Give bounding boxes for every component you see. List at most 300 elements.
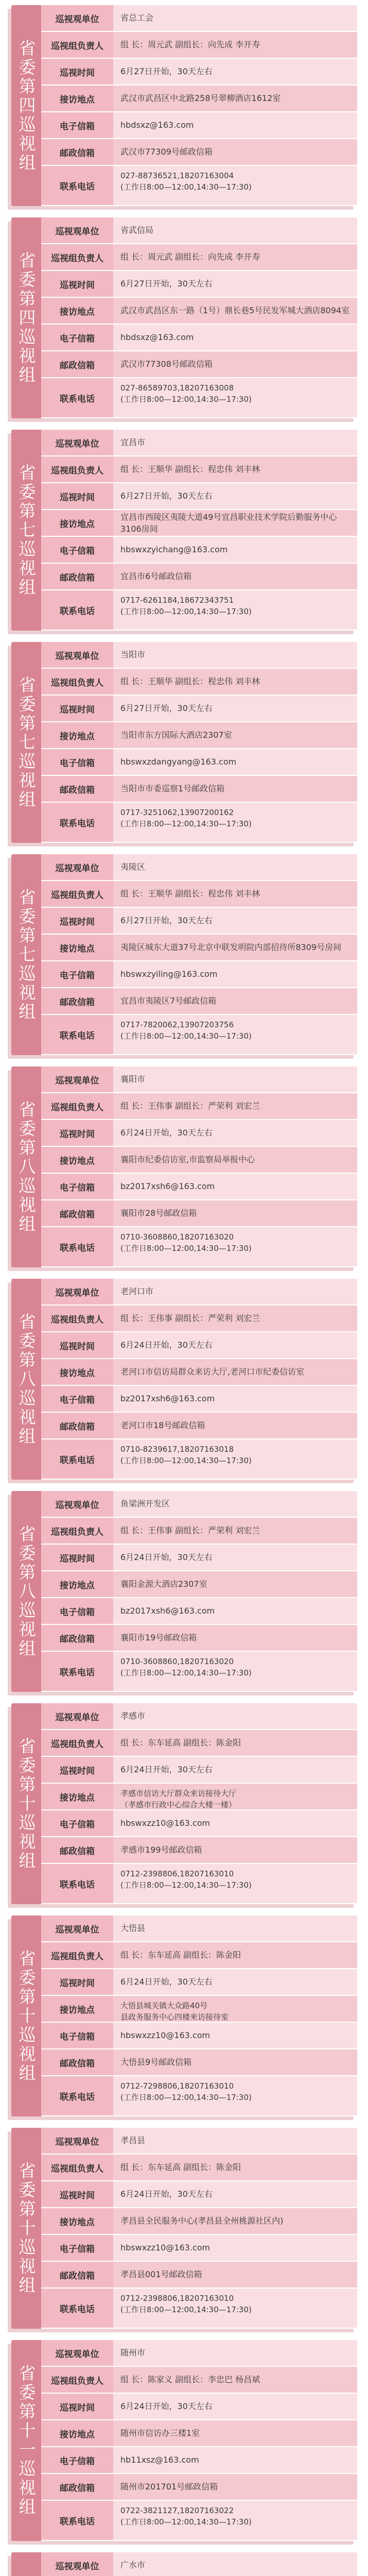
card-side-banner bbox=[11, 5, 41, 206]
field-label: 巡视组负责人 bbox=[41, 669, 113, 696]
leader-row bbox=[41, 1093, 357, 1120]
field-label: 巡视观单位 bbox=[41, 1916, 113, 1942]
field-value: 组 长：东车延高 副组长：陈金阳 bbox=[113, 1942, 357, 1969]
inspection-card bbox=[11, 854, 357, 1055]
time-row bbox=[41, 2394, 357, 2420]
email-row bbox=[41, 749, 357, 776]
card-body bbox=[41, 642, 357, 843]
field-label: 接访地点 bbox=[41, 935, 113, 961]
field-value: 6月27日开始，30天左右 bbox=[113, 908, 357, 935]
field-label: 邮政信箱 bbox=[41, 988, 113, 1015]
field-value[interactable]: 0710-3608860,18207163020 (工作日8:00—12:00,14:30—17:30) bbox=[113, 1652, 357, 1692]
address-row bbox=[41, 1784, 357, 1810]
field-label: 巡视组负责人 bbox=[41, 2155, 113, 2181]
card-body bbox=[41, 1491, 357, 1692]
field-label: 邮政信箱 bbox=[41, 564, 113, 590]
card-title: 省委第十巡视组 bbox=[16, 1737, 37, 1871]
address-row bbox=[41, 86, 357, 112]
field-label: 邮政信箱 bbox=[41, 2049, 113, 2076]
field-value[interactable]: 0710-3608860,18207163020 (工作日8:00—12:00,14:30—17:30) bbox=[113, 1227, 357, 1267]
field-value[interactable]: 0712-2398806,18207163010 (工作日8:00—12:00,14:30—17:30) bbox=[113, 1864, 357, 1904]
field-value: 孝感市 bbox=[113, 1703, 357, 1730]
field-label: 联系电话 bbox=[41, 2289, 113, 2329]
field-label: 巡视组负责人 bbox=[41, 2367, 113, 2394]
field-label: 接访地点 bbox=[41, 1147, 113, 1174]
email-row bbox=[41, 112, 357, 139]
address-row bbox=[41, 935, 357, 961]
field-value: 随州市信访办三楼1室 bbox=[113, 2420, 357, 2447]
field-value: 随州市201701号邮政信箱 bbox=[113, 2474, 357, 2501]
field-label: 巡视组负责人 bbox=[41, 244, 113, 271]
field-label: 巡视组负责人 bbox=[41, 32, 113, 59]
field-value: 6月24日开始，30天左右 bbox=[113, 1969, 357, 1996]
field-label: 巡视观单位 bbox=[41, 1279, 113, 1306]
email-row bbox=[41, 1598, 357, 1625]
field-value: 当阳市 bbox=[113, 642, 357, 669]
field-label: 邮政信箱 bbox=[41, 776, 113, 803]
postbox-row bbox=[41, 139, 357, 166]
address-row bbox=[41, 1996, 357, 2023]
field-value: 组 长：王顺华 副组长：程忠伟 刘丰林 bbox=[113, 456, 357, 483]
card-title: 省委第八巡视组 bbox=[16, 1312, 37, 1446]
field-value: 夷陵区 bbox=[113, 854, 357, 881]
field-label: 巡视时间 bbox=[41, 1969, 113, 1996]
address-row bbox=[41, 1147, 357, 1174]
email-row bbox=[41, 2023, 357, 2049]
card-side-banner bbox=[11, 2552, 41, 2576]
field-value[interactable]: 0710-8239617,18207163018 (工作日8:00—12:00,14:30—17:30) bbox=[113, 1439, 357, 1480]
card-title: 省委第十巡视组 bbox=[16, 2161, 37, 2295]
field-value: 组 长：东车延高 副组长：陈金阳 bbox=[113, 2155, 357, 2181]
unit-row bbox=[41, 1491, 357, 1518]
field-value: 襄阳金源大酒店2307室 bbox=[113, 1571, 357, 1598]
field-label: 邮政信箱 bbox=[41, 139, 113, 166]
time-row bbox=[41, 1757, 357, 1784]
field-value[interactable]: hbswxzdangyang@163.com bbox=[113, 749, 357, 776]
field-value: 宜昌市夷陵区7号邮政信箱 bbox=[113, 988, 357, 1015]
field-value: 组 长：王伟事 副组长：严荣利 刘宏兰 bbox=[113, 1093, 357, 1120]
time-row bbox=[41, 696, 357, 722]
leader-row bbox=[41, 1730, 357, 1757]
time-row bbox=[41, 483, 357, 510]
field-value: 武汉市77309号邮政信箱 bbox=[113, 139, 357, 166]
postbox-row bbox=[41, 2049, 357, 2076]
inspection-card bbox=[11, 430, 357, 631]
field-label: 电子信箱 bbox=[41, 2235, 113, 2262]
field-label: 巡视时间 bbox=[41, 908, 113, 935]
unit-row bbox=[41, 2552, 357, 2576]
field-value[interactable]: 0717-7820062,13907203756 (工作日8:00—12:00,14:30—17:30) bbox=[113, 1015, 357, 1055]
field-label: 电子信箱 bbox=[41, 1174, 113, 1200]
postbox-row bbox=[41, 988, 357, 1015]
time-row bbox=[41, 1120, 357, 1147]
field-value: 6月27日开始，30天左右 bbox=[113, 271, 357, 298]
field-value[interactable]: hbdsxz@163.com bbox=[113, 325, 357, 351]
inspection-cards-list bbox=[0, 5, 368, 2576]
field-label: 巡视时间 bbox=[41, 1757, 113, 1784]
leader-row bbox=[41, 456, 357, 483]
field-label: 电子信箱 bbox=[41, 2023, 113, 2049]
unit-row bbox=[41, 5, 357, 32]
field-label: 接访地点 bbox=[41, 2208, 113, 2235]
field-label: 巡视时间 bbox=[41, 271, 113, 298]
field-label: 巡视观单位 bbox=[41, 5, 113, 32]
card-title: 省委第四巡视组 bbox=[16, 39, 37, 173]
phone-row bbox=[41, 378, 357, 418]
email-row bbox=[41, 2235, 357, 2262]
card-side-banner bbox=[11, 1491, 41, 1692]
field-value: 孝昌县 bbox=[113, 2128, 357, 2155]
field-value: 组 长：东车延高 副组长：陈金阳 bbox=[113, 1730, 357, 1757]
field-label: 巡视观单位 bbox=[41, 1703, 113, 1730]
field-value: 组 长：王顺华 副组长：程忠伟 刘丰林 bbox=[113, 881, 357, 908]
field-label: 邮政信箱 bbox=[41, 1625, 113, 1652]
postbox-row bbox=[41, 2474, 357, 2501]
card-body bbox=[41, 2128, 357, 2329]
inspection-card bbox=[11, 1066, 357, 1267]
postbox-row bbox=[41, 1413, 357, 1439]
field-label: 联系电话 bbox=[41, 1015, 113, 1055]
phone-row bbox=[41, 166, 357, 206]
inspection-card bbox=[11, 217, 357, 418]
field-value[interactable]: 0717-3251062,13907200162 (工作日8:00—12:00,14:30—17:30) bbox=[113, 803, 357, 843]
inspection-card bbox=[11, 1279, 357, 1480]
card-body bbox=[41, 1279, 357, 1480]
field-label: 接访地点 bbox=[41, 510, 113, 537]
field-label: 联系电话 bbox=[41, 378, 113, 418]
field-label: 巡视观单位 bbox=[41, 430, 113, 456]
postbox-row bbox=[41, 1625, 357, 1652]
field-value: 6月24日开始，30天左右 bbox=[113, 1757, 357, 1784]
leader-row bbox=[41, 2367, 357, 2394]
field-label: 巡视组负责人 bbox=[41, 1306, 113, 1332]
field-value[interactable]: 027-88736521,18207163004 (工作日8:00—12:00,14:30—17:30) bbox=[113, 166, 357, 206]
field-value: 组 长：周元武 副组长：向先成 李开寿 bbox=[113, 32, 357, 59]
field-label: 接访地点 bbox=[41, 1784, 113, 1810]
card-side-banner bbox=[11, 1916, 41, 2116]
unit-row bbox=[41, 2340, 357, 2367]
field-value: 夷陵区城东大道37号北京中联发明院内部招待所8309号房间 bbox=[113, 935, 357, 961]
field-value[interactable]: bz2017xsh6@163.com bbox=[113, 1174, 357, 1200]
time-row bbox=[41, 271, 357, 298]
field-label: 巡视观单位 bbox=[41, 642, 113, 669]
field-value: 6月27日开始，30天左右 bbox=[113, 59, 357, 86]
field-label: 巡视观单位 bbox=[41, 854, 113, 881]
phone-row bbox=[41, 803, 357, 843]
field-label: 巡视观单位 bbox=[41, 2128, 113, 2155]
phone-row bbox=[41, 1015, 357, 1055]
card-side-banner bbox=[11, 854, 41, 1055]
field-value: 6月27日开始，30天左右 bbox=[113, 483, 357, 510]
card-title: 省委第八巡视组 bbox=[16, 1100, 37, 1234]
unit-row bbox=[41, 642, 357, 669]
field-value[interactable]: hbswxzz10@163.com bbox=[113, 2235, 357, 2262]
field-value[interactable]: bz2017xsh6@163.com bbox=[113, 1598, 357, 1625]
field-value: 6月24日开始，30天左右 bbox=[113, 1120, 357, 1147]
leader-row bbox=[41, 1306, 357, 1332]
phone-row bbox=[41, 1864, 357, 1904]
field-label: 巡视组负责人 bbox=[41, 1518, 113, 1545]
card-side-banner bbox=[11, 1279, 41, 1480]
field-value: 广水市 bbox=[113, 2552, 357, 2576]
email-row bbox=[41, 961, 357, 988]
unit-row bbox=[41, 1066, 357, 1093]
address-row bbox=[41, 1359, 357, 1386]
inspection-card bbox=[11, 2552, 357, 2576]
inspection-card bbox=[11, 5, 357, 206]
leader-row bbox=[41, 1942, 357, 1969]
card-side-banner bbox=[11, 642, 41, 843]
postbox-row bbox=[41, 1837, 357, 1864]
field-label: 电子信箱 bbox=[41, 1810, 113, 1837]
unit-row bbox=[41, 854, 357, 881]
field-label: 巡视时间 bbox=[41, 483, 113, 510]
time-row bbox=[41, 1332, 357, 1359]
field-value: 宜昌市6号邮政信箱 bbox=[113, 564, 357, 590]
field-label: 巡视时间 bbox=[41, 2181, 113, 2208]
field-label: 接访地点 bbox=[41, 2420, 113, 2447]
phone-row bbox=[41, 1652, 357, 1692]
email-row bbox=[41, 1810, 357, 1837]
field-value: 鱼梁洲开发区 bbox=[113, 1491, 357, 1518]
field-label: 巡视组负责人 bbox=[41, 1730, 113, 1757]
unit-row bbox=[41, 430, 357, 456]
field-label: 巡视时间 bbox=[41, 1332, 113, 1359]
inspection-card bbox=[11, 642, 357, 843]
field-label: 接访地点 bbox=[41, 1996, 113, 2023]
field-value: 组 长：陈家义 副组长：李忠巴 杨昌斌 bbox=[113, 2367, 357, 2394]
field-label: 接访地点 bbox=[41, 86, 113, 112]
unit-row bbox=[41, 2128, 357, 2155]
field-value: 省总工会 bbox=[113, 5, 357, 32]
field-label: 邮政信箱 bbox=[41, 1837, 113, 1864]
field-label: 接访地点 bbox=[41, 722, 113, 749]
field-label: 联系电话 bbox=[41, 590, 113, 631]
card-body bbox=[41, 1916, 357, 2116]
field-label: 联系电话 bbox=[41, 2076, 113, 2116]
field-value: 孝感市信访大厅群众来访接待大厅 （孝感市行政中心综合大楼一楼） bbox=[113, 1784, 357, 1810]
field-value: 孝感市199号邮政信箱 bbox=[113, 1837, 357, 1864]
field-value: 老河口市信访局群众来访大厅,老河口市纪委信访室 bbox=[113, 1359, 357, 1386]
address-row bbox=[41, 2208, 357, 2235]
field-value: 组 长：王顺华 副组长：程忠伟 刘丰林 bbox=[113, 669, 357, 696]
field-value[interactable]: 0722-3821127,18207163022 (工作日8:00—12:00,14:30—17:30) bbox=[113, 2501, 357, 2541]
leader-row bbox=[41, 669, 357, 696]
field-label: 巡视组负责人 bbox=[41, 456, 113, 483]
field-value[interactable]: hbswxzyiling@163.com bbox=[113, 961, 357, 988]
leader-row bbox=[41, 881, 357, 908]
field-value[interactable]: hbswxzyichang@163.com bbox=[113, 537, 357, 564]
card-body bbox=[41, 854, 357, 1055]
card-body bbox=[41, 5, 357, 206]
field-value: 6月24日开始，30天左右 bbox=[113, 1332, 357, 1359]
field-value: 大悟县 bbox=[113, 1916, 357, 1942]
postbox-row bbox=[41, 564, 357, 590]
postbox-row bbox=[41, 776, 357, 803]
card-side-banner bbox=[11, 2340, 41, 2541]
field-value[interactable]: hbswxzz10@163.com bbox=[113, 2023, 357, 2049]
field-label: 电子信箱 bbox=[41, 325, 113, 351]
field-label: 巡视组负责人 bbox=[41, 1942, 113, 1969]
field-label: 巡视观单位 bbox=[41, 2340, 113, 2367]
email-row bbox=[41, 2447, 357, 2474]
field-value: 当阳市市委巡察1号邮政信箱 bbox=[113, 776, 357, 803]
field-label: 巡视时间 bbox=[41, 59, 113, 86]
field-value: 组 长：周元武 副组长：向先成 李开寿 bbox=[113, 244, 357, 271]
field-label: 巡视时间 bbox=[41, 1545, 113, 1571]
field-label: 巡视时间 bbox=[41, 2394, 113, 2420]
field-label: 联系电话 bbox=[41, 1439, 113, 1480]
address-row bbox=[41, 2420, 357, 2447]
field-value: 随州市 bbox=[113, 2340, 357, 2367]
field-value: 大悟县城关镇大众路40号 县政务服务中心四楼来访接待室 bbox=[113, 1996, 357, 2023]
card-title: 省委第七巡视组 bbox=[16, 888, 37, 1022]
card-title: 省委第八巡视组 bbox=[16, 1524, 37, 1658]
field-value[interactable]: 0712-2398806,18207163010 (工作日8:00—12:00,14:30—17:30) bbox=[113, 2289, 357, 2329]
field-label: 接访地点 bbox=[41, 1359, 113, 1386]
field-value: 孝昌县001号邮政信箱 bbox=[113, 2262, 357, 2289]
address-row bbox=[41, 722, 357, 749]
field-value: 孝昌县全民服务中心(孝昌县全州桃源社区内) bbox=[113, 2208, 357, 2235]
card-body bbox=[41, 1703, 357, 1904]
inspection-card bbox=[11, 2340, 357, 2541]
field-label: 巡视观单位 bbox=[41, 2552, 113, 2576]
field-label: 电子信箱 bbox=[41, 749, 113, 776]
leader-row bbox=[41, 244, 357, 271]
field-label: 联系电话 bbox=[41, 2501, 113, 2541]
field-label: 电子信箱 bbox=[41, 112, 113, 139]
card-title: 省委第四巡视组 bbox=[16, 251, 37, 385]
card-side-banner bbox=[11, 1066, 41, 1267]
field-value: 6月24日开始，30天左右 bbox=[113, 1545, 357, 1571]
unit-row bbox=[41, 1916, 357, 1942]
card-side-banner bbox=[11, 217, 41, 418]
field-value[interactable]: hb11xsz@163.com bbox=[113, 2447, 357, 2474]
card-body bbox=[41, 430, 357, 631]
field-value: 襄阳市纪委信访室,市监察局举报中心 bbox=[113, 1147, 357, 1174]
field-value[interactable]: 0717-6261184,18672343751 (工作日8:00—12:00,14:30—17:30) bbox=[113, 590, 357, 631]
field-label: 邮政信箱 bbox=[41, 1413, 113, 1439]
time-row bbox=[41, 1545, 357, 1571]
unit-row bbox=[41, 1279, 357, 1306]
postbox-row bbox=[41, 1200, 357, 1227]
email-row bbox=[41, 537, 357, 564]
card-side-banner bbox=[11, 1703, 41, 1904]
inspection-card bbox=[11, 1916, 357, 2116]
phone-row bbox=[41, 2076, 357, 2116]
inspection-card bbox=[11, 1491, 357, 1692]
field-label: 联系电话 bbox=[41, 166, 113, 206]
phone-row bbox=[41, 1227, 357, 1267]
field-label: 联系电话 bbox=[41, 1864, 113, 1904]
field-label: 联系电话 bbox=[41, 1227, 113, 1267]
field-value[interactable]: 0712-7298806,18207163010 (工作日8:00—12:00,14:30—17:30) bbox=[113, 2076, 357, 2116]
email-row bbox=[41, 1386, 357, 1413]
leader-row bbox=[41, 2155, 357, 2181]
field-value: 组 长：王伟事 副组长：严荣利 刘宏兰 bbox=[113, 1518, 357, 1545]
time-row bbox=[41, 1969, 357, 1996]
field-label: 巡视观单位 bbox=[41, 1066, 113, 1093]
field-label: 邮政信箱 bbox=[41, 351, 113, 378]
field-value: 襄阳市19号邮政信箱 bbox=[113, 1625, 357, 1652]
phone-row bbox=[41, 1439, 357, 1480]
card-side-banner bbox=[11, 2128, 41, 2329]
field-value: 襄阳市 bbox=[113, 1066, 357, 1093]
field-value: 宜昌市西陵区夷陵大道49号宜昌职业技术学院后勤服务中心3106房间 bbox=[113, 510, 357, 537]
inspection-card bbox=[11, 2128, 357, 2329]
unit-row bbox=[41, 1703, 357, 1730]
field-value[interactable]: 027-86589703,18207163008 (工作日8:00—12:00,14:30—17:30) bbox=[113, 378, 357, 418]
field-label: 电子信箱 bbox=[41, 1386, 113, 1413]
field-value: 组 长：王伟事 副组长：严荣利 刘宏兰 bbox=[113, 1306, 357, 1332]
card-body bbox=[41, 2552, 357, 2576]
address-row bbox=[41, 510, 357, 537]
card-body bbox=[41, 1066, 357, 1267]
field-value: 武汉市武昌区东一路（1号）鼎长巷5号民发军城大酒店8094室 bbox=[113, 298, 357, 325]
field-label: 电子信箱 bbox=[41, 1598, 113, 1625]
field-label: 巡视组负责人 bbox=[41, 1093, 113, 1120]
leader-row bbox=[41, 1518, 357, 1545]
field-value[interactable]: hbdsxz@163.com bbox=[113, 112, 357, 139]
field-value: 武汉市77308号邮政信箱 bbox=[113, 351, 357, 378]
card-body bbox=[41, 2340, 357, 2541]
inspection-card bbox=[11, 1703, 357, 1904]
phone-row bbox=[41, 2289, 357, 2329]
field-value: 6月24日开始，30天左右 bbox=[113, 2181, 357, 2208]
postbox-row bbox=[41, 351, 357, 378]
field-label: 电子信箱 bbox=[41, 537, 113, 564]
postbox-row bbox=[41, 2262, 357, 2289]
field-label: 联系电话 bbox=[41, 1652, 113, 1692]
field-label: 接访地点 bbox=[41, 298, 113, 325]
field-value: 襄阳市28号邮政信箱 bbox=[113, 1200, 357, 1227]
field-label: 巡视观单位 bbox=[41, 1491, 113, 1518]
field-value: 当阳市东方国际大酒店2307室 bbox=[113, 722, 357, 749]
field-value: 老河口市18号邮政信箱 bbox=[113, 1413, 357, 1439]
card-title: 省委第十一巡视组 bbox=[16, 2364, 37, 2517]
email-row bbox=[41, 1174, 357, 1200]
card-title: 省委第七巡视组 bbox=[16, 463, 37, 597]
field-value[interactable]: bz2017xsh6@163.com bbox=[113, 1386, 357, 1413]
field-value: 宜昌市 bbox=[113, 430, 357, 456]
field-label: 电子信箱 bbox=[41, 2447, 113, 2474]
phone-row bbox=[41, 590, 357, 631]
field-value: 武汉市武昌区中北路258号翠柳酒店1612室 bbox=[113, 86, 357, 112]
time-row bbox=[41, 59, 357, 86]
card-title: 省委第七巡视组 bbox=[16, 675, 37, 809]
time-row bbox=[41, 2181, 357, 2208]
field-value: 老河口市 bbox=[113, 1279, 357, 1306]
field-label: 邮政信箱 bbox=[41, 2262, 113, 2289]
field-label: 电子信箱 bbox=[41, 961, 113, 988]
field-label: 巡视观单位 bbox=[41, 217, 113, 244]
field-label: 邮政信箱 bbox=[41, 2474, 113, 2501]
field-label: 巡视组负责人 bbox=[41, 881, 113, 908]
field-value[interactable]: hbswxzz10@163.com bbox=[113, 1810, 357, 1837]
leader-row bbox=[41, 32, 357, 59]
field-label: 巡视时间 bbox=[41, 1120, 113, 1147]
email-row bbox=[41, 325, 357, 351]
field-value: 6月24日开始，30天左右 bbox=[113, 2394, 357, 2420]
field-label: 邮政信箱 bbox=[41, 1200, 113, 1227]
card-body bbox=[41, 217, 357, 418]
card-side-banner bbox=[11, 430, 41, 631]
field-value: 省武信局 bbox=[113, 217, 357, 244]
card-title: 省委第十巡视组 bbox=[16, 1949, 37, 2083]
field-label: 接访地点 bbox=[41, 1571, 113, 1598]
time-row bbox=[41, 908, 357, 935]
address-row bbox=[41, 1571, 357, 1598]
